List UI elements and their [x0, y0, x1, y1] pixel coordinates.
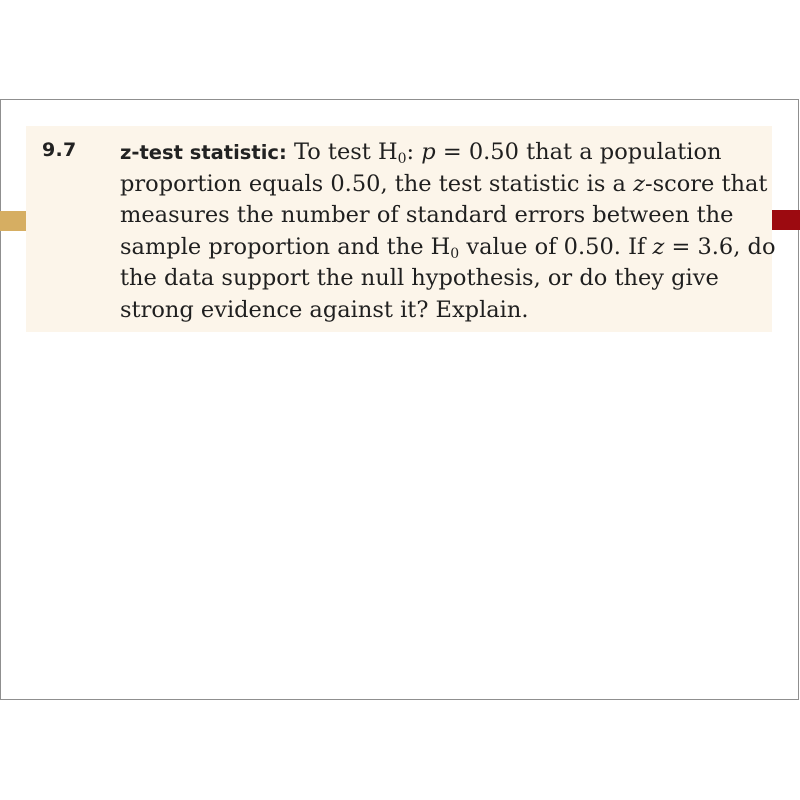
- exercise-number: 9.7: [42, 139, 77, 161]
- line2-end: -score that: [644, 170, 768, 197]
- exercise-line-1: [120, 137, 770, 169]
- line2-text: proportion equals 0.50, the test statistic is a: [120, 170, 634, 197]
- line1-part-b: :: [406, 139, 422, 165]
- exercise-text: [120, 137, 776, 326]
- exercise-line-2: [120, 169, 770, 201]
- line4-part-c: = 3.6, do: [664, 233, 776, 260]
- line2-variable-z: z: [633, 170, 645, 197]
- exercise-line-6: strong evidence against it? Explain.: [120, 296, 529, 323]
- line1-part-c: = 0.50 that a population: [435, 139, 722, 165]
- line4-variable-z: z: [652, 233, 665, 260]
- line4-part-a: sample proportion and the H: [120, 233, 451, 260]
- exercise-line-3: measures the number of standard errors between the: [120, 202, 734, 228]
- exercise-line-4: [120, 232, 776, 264]
- line1-variable-p: p: [421, 139, 436, 165]
- exercise-line-5: the data support the null hypothesis, or do they give: [120, 265, 719, 291]
- accent-bar-right: [772, 210, 800, 230]
- line1-part-a: To test H: [293, 139, 398, 165]
- exercise-title: z-test statistic:: [120, 141, 287, 164]
- line4-subscript: 0: [450, 245, 460, 262]
- line1-subscript: 0: [397, 151, 407, 167]
- accent-bar-left: [0, 211, 26, 231]
- line4-part-b: value of 0.50. If: [459, 233, 653, 260]
